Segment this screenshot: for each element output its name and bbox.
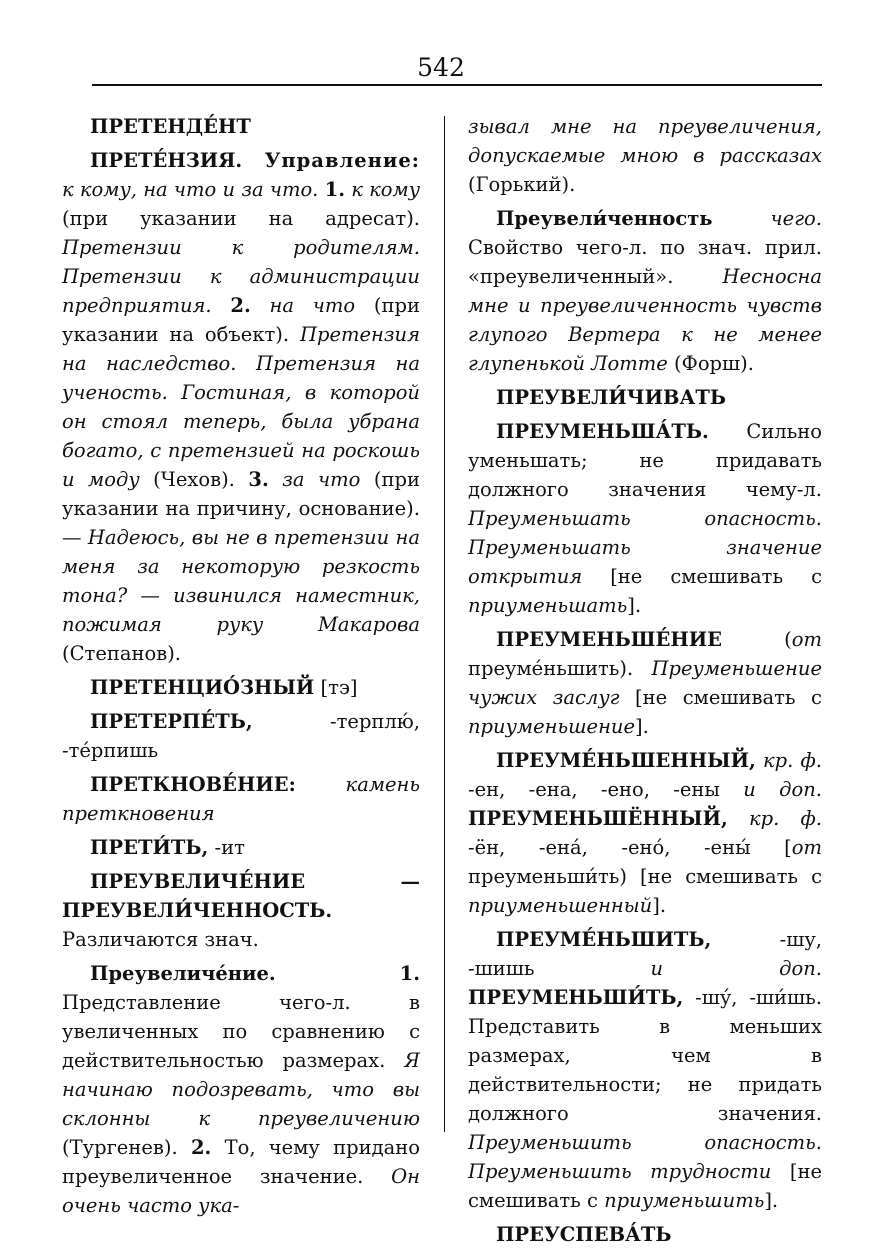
left-column bbox=[62, 112, 420, 1225]
example-text: и доп. bbox=[743, 778, 822, 801]
entry-preuvelichenie-cont bbox=[468, 112, 822, 199]
example-text: за что bbox=[282, 468, 361, 491]
example-text: от bbox=[791, 836, 822, 859]
entry-preumenshennyy bbox=[468, 746, 822, 920]
body-text: преуме́ньшить). bbox=[468, 657, 652, 680]
body-text: Различаются знач. bbox=[62, 928, 259, 951]
body-text: [не смешивать с bbox=[468, 1160, 823, 1212]
body-text: То, чему придано преувеличенное значение. bbox=[62, 1136, 420, 1188]
right-column bbox=[468, 112, 822, 1254]
example-text: от bbox=[791, 628, 822, 651]
example-text: и доп. bbox=[650, 957, 822, 980]
body-text: ]. bbox=[652, 894, 667, 917]
entry-pretit bbox=[62, 833, 420, 862]
body-text: (Чехов). bbox=[139, 468, 249, 491]
example-text: Преуменьшение чужих заслуг bbox=[468, 657, 822, 709]
example-text: Несносна мне и преувеличенность чувств глупого Вертера к не менее глупенькой Лотте bbox=[468, 265, 822, 375]
body-text bbox=[756, 749, 763, 772]
headword: ПРЕТКНОВЕ́НИЕ: bbox=[90, 773, 296, 796]
example-text: к кому bbox=[351, 178, 421, 201]
entry-preuspevat bbox=[468, 1220, 822, 1249]
example-text: Я начинаю подозревать, что вы склонны к преувеличению bbox=[62, 1049, 420, 1130]
headword: 2. bbox=[190, 1136, 212, 1159]
example-text: чего. bbox=[770, 207, 822, 230]
headword: Преувели́ченность bbox=[496, 207, 713, 230]
entry-preuvelichivat bbox=[468, 383, 822, 412]
headword: ПРЕТЕ́НЗИЯ. bbox=[90, 149, 243, 172]
headword: Преувеличе́ние. bbox=[90, 962, 276, 985]
entry-pretenziya bbox=[62, 146, 420, 668]
entry-preuvelichennost bbox=[468, 204, 822, 378]
example-text: к кому, на что и за что. bbox=[62, 178, 319, 201]
headword: 2. bbox=[230, 294, 251, 317]
headword: ПРЕУВЕЛИ́ЧИВАТЬ bbox=[496, 386, 726, 409]
entry-preterpet bbox=[62, 707, 420, 765]
body-text: (Тургенев). bbox=[62, 1136, 191, 1159]
entry-preumenshenie bbox=[468, 625, 822, 741]
entry-pretencioznyy bbox=[62, 673, 420, 702]
headword: ПРЕУВЕЛИЧЕ́НИЕ — ПРЕУВЕЛИ́ЧЕННОСТЬ. bbox=[62, 870, 420, 922]
body-text bbox=[212, 294, 231, 317]
entry-preuvelichenie bbox=[62, 959, 420, 1220]
headword: ПРЕУСПЕВА́ТЬ bbox=[496, 1223, 672, 1246]
body-text bbox=[713, 207, 771, 230]
headword: ПРЕУМЕ́НЬШЕННЫЙ, bbox=[496, 749, 756, 772]
headword: ПРЕУМЕНЬША́ТЬ. bbox=[496, 420, 709, 443]
headword: ПРЕУМЕНЬШЁННЫЙ, bbox=[468, 807, 728, 830]
example-text: кр. ф. bbox=[763, 749, 822, 772]
body-text: -шу, -шишь bbox=[468, 928, 822, 980]
label-text: Управление: bbox=[264, 149, 420, 172]
headword: ПРЕТЕРПЕ́ТЬ, bbox=[90, 710, 253, 733]
body-text: [тэ] bbox=[314, 676, 358, 699]
example-text: Претензия на наследство. Претензия на ученость. Гостиная, в которой он стоял теперь, была убрана богато, с претензией на роскошь и моду bbox=[62, 323, 420, 491]
body-text bbox=[269, 468, 283, 491]
headword: ПРЕУМЕ́НЬШИТЬ, bbox=[496, 928, 712, 951]
example-text: приуменьшение bbox=[468, 715, 636, 738]
entry-preumenshit bbox=[468, 925, 822, 1215]
entry-pretendent bbox=[62, 112, 420, 141]
header-rule bbox=[92, 84, 822, 86]
headword: 1. bbox=[324, 178, 345, 201]
headword: ПРЕУМЕНЬШЕ́НИЕ bbox=[496, 628, 723, 651]
body-text bbox=[242, 149, 264, 172]
example-text: приуменьшить bbox=[604, 1189, 765, 1212]
headword: ПРЕТИ́ТЬ, bbox=[90, 836, 209, 859]
body-text bbox=[276, 962, 400, 985]
body-text: ]. bbox=[627, 594, 642, 617]
body-text bbox=[251, 294, 270, 317]
example-text: зывал мне на преувеличения, допускаемые мною в рассказах bbox=[468, 115, 822, 167]
body-text: (при указании на адресат). bbox=[62, 207, 420, 230]
headword: ПРЕТЕНЦИО́ЗНЫЙ bbox=[90, 676, 315, 699]
headword: 1. bbox=[399, 962, 420, 985]
example-text: камень преткновения bbox=[62, 773, 420, 825]
example-text: Претензии к родителям. Претензии к администрации предприятия. bbox=[62, 236, 420, 317]
example-text: Он очень часто ука- bbox=[62, 1165, 420, 1217]
body-text bbox=[296, 773, 346, 796]
body-text: Свойство чего-л. по знач. прил. «преувеличенный». bbox=[468, 236, 822, 288]
headword: ПРЕУМЕНЬШИ́ТЬ, bbox=[468, 986, 684, 1009]
example-text: Преуменьшать опасность. Преуменьшать значение открытия bbox=[468, 507, 822, 588]
body-text: [не смешивать с bbox=[582, 565, 822, 588]
example-text: приуменьшать bbox=[468, 594, 628, 617]
entry-preumenshat bbox=[468, 417, 822, 620]
body-text: -терплю́, -те́рпишь bbox=[62, 710, 420, 762]
body-text: преуменьши́ть) [не смешивать с bbox=[468, 865, 822, 888]
example-text: Надеюсь, вы не в претензии на меня за некоторую резкость тона? — извинился наместник, пожимая руку Макарова bbox=[62, 526, 420, 636]
body-text: (Горький). bbox=[468, 173, 576, 196]
body-text: -ит bbox=[208, 836, 245, 859]
example-text: кр. ф. bbox=[749, 807, 822, 830]
body-text: Сильно уменьшать; не придавать должного значения чему-л. bbox=[468, 420, 822, 501]
body-text: ( bbox=[722, 628, 792, 651]
entry-preuvelichenie-pair bbox=[62, 867, 420, 954]
body-text: (при указании на причину, основание). — bbox=[62, 468, 420, 549]
headword: 3. bbox=[248, 468, 269, 491]
example-text: приуменьшенный bbox=[468, 894, 653, 917]
body-text: (Форш). bbox=[667, 352, 754, 375]
body-text: ]. bbox=[764, 1189, 779, 1212]
body-text: ]. bbox=[635, 715, 649, 738]
body-text bbox=[728, 807, 749, 830]
body-text: (при указании на объект). bbox=[62, 294, 421, 346]
column-divider bbox=[444, 116, 445, 1132]
example-text: на что bbox=[269, 294, 356, 317]
body-text: -шу́, -ши́шь. Представить в меньших размерах, чем в действительности; не придать должного значения. bbox=[468, 986, 822, 1125]
body-text: (Степанов). bbox=[62, 642, 181, 665]
body-text: Представление чего-л. в увеличенных по сравнению с действительностью размерах. bbox=[62, 991, 420, 1072]
body-text: -ен, -ена, -ено, -ены bbox=[468, 778, 744, 801]
example-text: Преуменьшить опасность. Преуменьшить трудности bbox=[468, 1131, 822, 1183]
entry-pretknovenie bbox=[62, 770, 420, 828]
page-number: 542 bbox=[417, 53, 465, 82]
body-text: -ён, -ена́, -ено́, -ены́ [ bbox=[468, 836, 792, 859]
body-text: [не смешивать с bbox=[619, 686, 822, 709]
headword: ПРЕТЕНДЕ́НТ bbox=[90, 115, 251, 138]
